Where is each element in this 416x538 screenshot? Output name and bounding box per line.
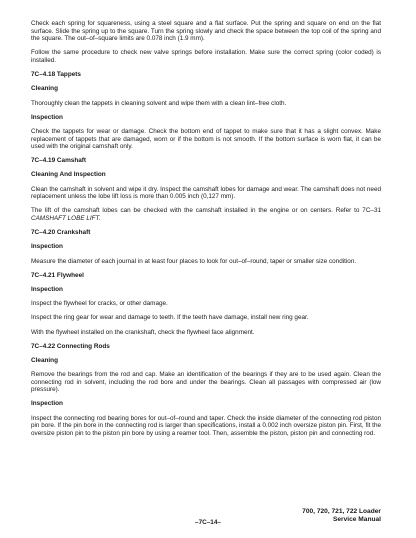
paragraph: Inspect the connecting rod bearing bores for out–of–round and taper. Check the inside diameter of the connecting rod piston pin bore. If the pin bore in the connecting rod is larger than specifications, install a 0.002 inch oversize piston pin. First, fit the oversize piston pin to the piston pin bore by using a reamer tool. Then, assemble the piston, piston pin and connecting rod. bbox=[31, 414, 381, 437]
page-number: –7C–14– bbox=[195, 519, 221, 526]
cross-reference: CAMSHAFT LOBE LIFT. bbox=[31, 215, 101, 223]
section-heading: Inspection bbox=[31, 400, 63, 408]
paragraph: Check each spring for squareness, using a steel square and a flat surface. Put the spring and square on end on the flat surface. Slide the spring up to the square. Turn the spring slowly and check the space between the top coil of the spring and the square. The out–of–square limits are 0.078 inch (1.9 mm). bbox=[31, 20, 381, 43]
paragraph: Follow the same procedure to check new valve springs before installation. Make sure the correct spring (color coded) is installed. bbox=[31, 49, 381, 64]
paragraph: Measure the diameter of each journal in at least four places to look for out–of–round, taper or smaller size condition. bbox=[31, 257, 357, 265]
section-heading: 7C–4.19 Camshaft bbox=[31, 157, 87, 165]
section-heading: 7C–4.22 Connecting Rods bbox=[31, 342, 110, 350]
section-heading: Cleaning bbox=[31, 85, 58, 93]
section-heading: 7C–4.20 Crankshaft bbox=[31, 229, 91, 237]
paragraph: Remove the bearings from the rod and cap. Make an identification of the bearings if they are to be used again. Clean the connecting rod in solvent, including the rod bore and under the bearings. Clean all passages with compressed air (low pressure). bbox=[31, 371, 381, 394]
paragraph: Inspect the ring gear for wear and damage to teeth. If the teeth have damage, install new ring gear. bbox=[31, 314, 309, 322]
paragraph: Clean the camshaft in solvent and wipe it dry. Inspect the camshaft lobes for damage and wear. The camshaft does not need replacement unless the lobe lift loss is more than 0.005 inch (0,127 mm). bbox=[31, 185, 381, 201]
paragraph: Check the tappets for wear or damage. Check the bottom end of tappet to make sure that it has a slight convex. Make replacement of tappets that are damaged, worn or if the bottom is not smooth. If the bottom surface is worn flat, it can be used with the original camshaft only. bbox=[31, 127, 381, 151]
page-content bbox=[31, 20, 381, 444]
paragraph: Thoroughly clean the tappets in cleaning solvent and wipe them with a clean lint–free cloth. bbox=[31, 99, 287, 107]
section-heading: 7C–4.21 Flywheel bbox=[31, 271, 84, 279]
paragraph: Inspect the flywheel for cracks, or other damage. bbox=[31, 300, 168, 308]
paragraph: The lift of the camshaft lobes can be checked with the camshaft installed in the engine or on centers. Refer to 7C–31 CAMSHAFT LOBE LIFT. bbox=[31, 207, 381, 223]
section-heading: Cleaning bbox=[31, 356, 58, 364]
manual-model: 700, 720, 721, 722 Loader bbox=[302, 508, 381, 515]
manual-name: Service Manual bbox=[332, 516, 381, 523]
section-heading: Inspection bbox=[31, 285, 63, 293]
section-heading: Inspection bbox=[31, 243, 63, 251]
paragraph: With the flywheel installed on the crankshaft, check the flywheel face alignment. bbox=[31, 328, 255, 336]
section-heading: 7C–4.18 Tappets bbox=[31, 71, 81, 79]
section-heading: Inspection bbox=[31, 113, 63, 121]
manual-title bbox=[302, 508, 381, 524]
section-heading: Cleaning And Inspection bbox=[31, 171, 106, 179]
